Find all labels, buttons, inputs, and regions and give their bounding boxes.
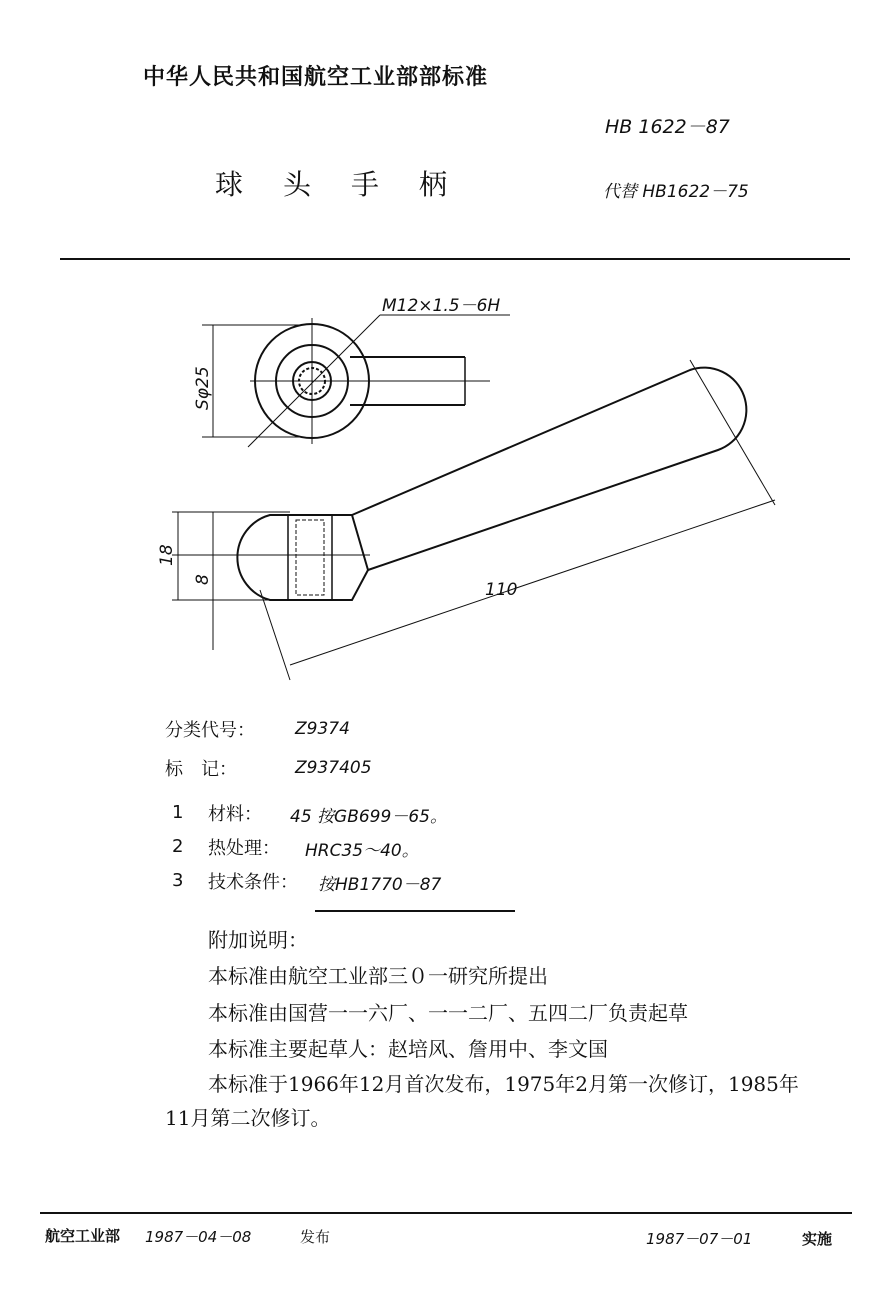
notes-line: 本标准于1966年12月首次发布，1975年2月第一次修订，1985年: [208, 1072, 799, 1096]
requirement-number: 3: [172, 870, 184, 891]
requirement-tech-label: 技术条件：: [208, 872, 298, 893]
hole-depth-dimension: 8: [193, 574, 213, 585]
classification-code-label: 分类代号：: [165, 720, 255, 741]
requirement-material-label: 材料：: [208, 804, 262, 825]
issuing-organization: 中华人民共和国航空工业部部标准: [143, 65, 489, 90]
notes-line: 本标准主要起草人：赵培风、詹用中、李文国: [208, 1037, 608, 1061]
footer-divider: [40, 1212, 852, 1214]
thread-dimension: M12×1.5－6H: [382, 296, 501, 316]
technical-drawing: [150, 290, 790, 690]
notes-line: 本标准由航空工业部三０一研究所提出: [208, 964, 548, 988]
standard-number: HB 1622－87: [605, 116, 730, 138]
requirement-number: 2: [172, 836, 184, 857]
requirement-heat-value: HRC35～40。: [305, 841, 419, 861]
notes-heading: 附加说明：: [208, 928, 308, 952]
requirement-number: 1: [172, 802, 184, 823]
issue-date: 1987－04－08: [145, 1228, 252, 1246]
effective-word: 实施: [802, 1230, 833, 1248]
sphere-diameter-dimension: Sφ25: [193, 366, 213, 410]
mark-code: Z937405: [295, 758, 372, 778]
header-divider: [60, 258, 850, 260]
length-dimension: 110: [485, 580, 518, 600]
requirement-heat-label: 热处理：: [208, 838, 280, 859]
classification-code: Z9374: [295, 719, 350, 739]
effective-date: 1987－07－01: [646, 1230, 753, 1248]
notes-line: 本标准由国营一一六厂、一一二厂、五四二厂负责起草: [208, 1001, 688, 1025]
issuer: [45, 1225, 120, 1246]
issue-label: 发布: [300, 1228, 331, 1246]
mark-label: 标 记：: [165, 759, 237, 780]
notes-line: 11月第二次修订。: [165, 1106, 331, 1130]
notes-divider: [315, 910, 515, 912]
requirement-material-value: 45 按GB699－65。: [290, 807, 447, 827]
height-dimension: 18: [157, 544, 177, 566]
effective-label: [802, 1228, 832, 1249]
document-title: 球头手柄: [215, 168, 488, 201]
issuer-name: 航空工业部: [45, 1227, 121, 1245]
replaces-standard: 代替 HB1622－75: [603, 182, 749, 202]
requirement-tech-value: 按HB1770－87: [318, 875, 442, 895]
top-view: [202, 315, 510, 447]
